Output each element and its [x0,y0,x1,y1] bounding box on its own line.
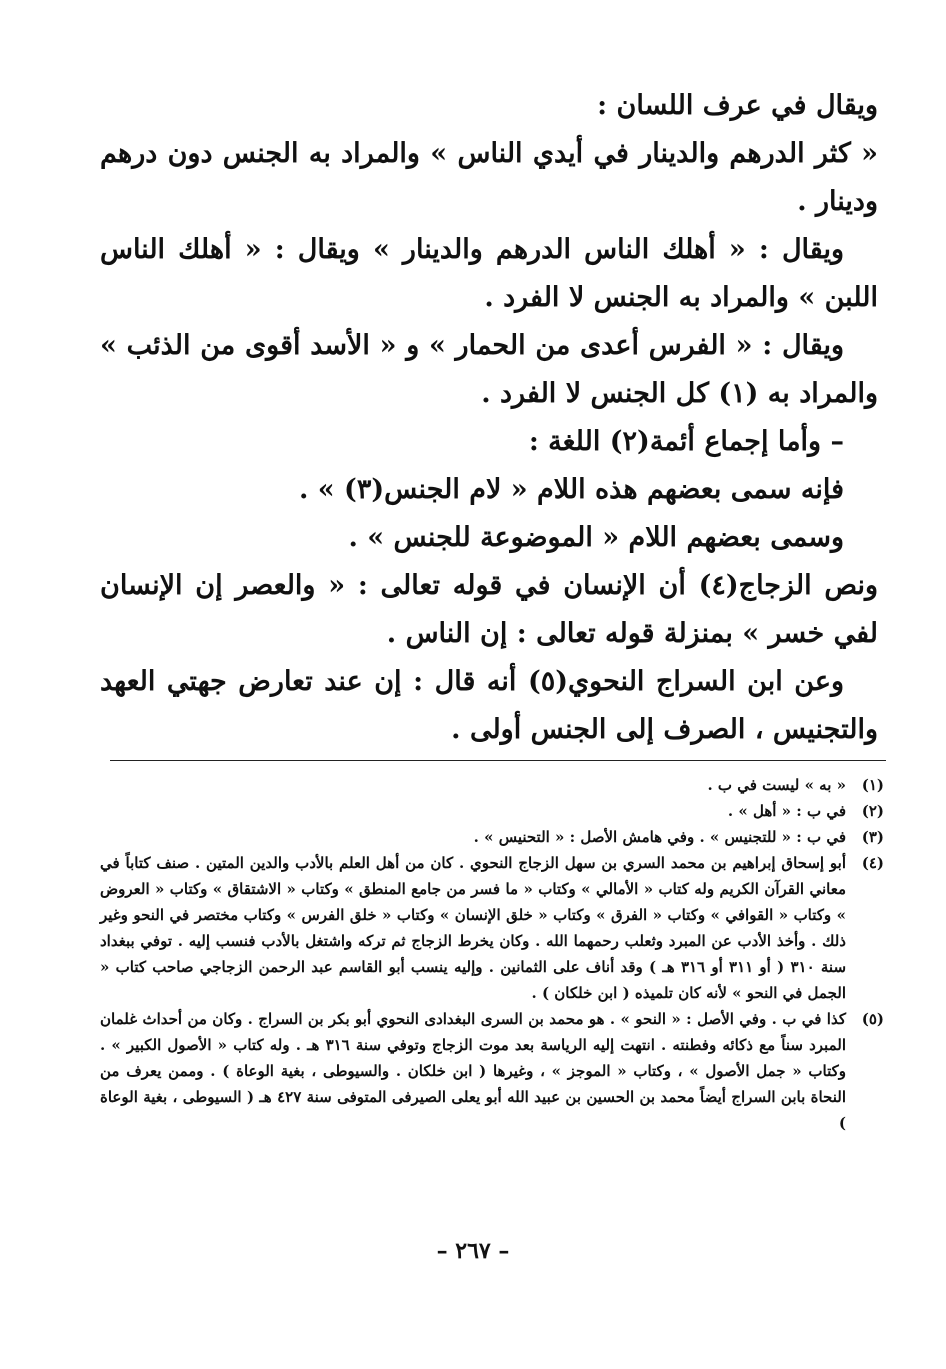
footnote-number: (٢) [861,802,884,820]
paragraph-8: ونص الزجاج(٤) أن الإنسان في قوله تعالى : « والعصر إن الإنسان لفي خسر » بمنزلة قوله تعالى : إن الناس . [100,570,878,649]
footnote-5 [100,1006,884,1136]
footnote-1 [100,772,884,798]
footnote-3 [100,824,884,850]
footnote-4 [100,850,884,1006]
paragraph-6: فإنه سمى بعضهم هذه اللام « لام الجنس(٣) » . [298,474,844,505]
footnote-number: (٥) [861,1010,884,1028]
page-number: – ٢٦٧ – [436,1238,510,1264]
footnote-text: كذا في ب . وفي الأصل : « النحو » . هو محمد بن السرى البغدادى النحوي أبو بكر بن السراج . وكان من أحداث غلمان المبرد سناً مع ذكائه وفطنته . انتهت إليه الرياسة بعد موت الزجاج وتوفي سنة ٣١٦ هـ . وله كتاب « الأصول الكبير » . وكتاب « جمل الأصول » ، وكتاب « الموجز » ، وغيرها ( ابن خلكان . والسيوطى ، بغية الوعاة ) . وممن يعرف من النحاة بابن السراج أيضاً محمد بن الحسين بن عبيد الله أبو يعلى الصيرفى المتوفى سنة ٤٢٧ هـ ( السيوطى ، بغية الوعاة ) [100,1010,846,1132]
footnote-2 [100,798,884,824]
paragraph-2: « كثر الدرهم والدينار في أيدي الناس » والمراد به الجنس دون درهم ودينار . [100,138,878,217]
paragraph-5: – وأما إجماع أئمة(٢) اللغة : [528,426,844,457]
paragraph-3: ويقال : « أهلك الناس الدرهم والدينار » ويقال : « أهلك الناس اللبن » والمراد به الجنس لا الفرد . [100,234,878,313]
paragraph-9: وعن ابن السراج النحوي(٥) أنه قال : إن عند تعارض جهتي العهد والتجنيس ، الصرف إلى الجنس أولى . [100,666,878,745]
paragraph-4: ويقال : « الفرس أعدى من الحمار » و « الأسد أقوى من الذئب » والمراد به (١) كل الجنس لا الفرد . [100,330,878,409]
paragraph-7: وسمى بعضهم اللام « الموضوعة للجنس » . [348,522,844,553]
footnote-text: في ب : « أهل » . [727,802,846,820]
footnote-text: في ب : « للتجنيس » . وفي هامش الأصل : « التحنيس » . [473,828,846,846]
footnote-number: (٤) [861,854,884,872]
main-text [100,82,878,754]
paragraph-1: ويقال في عرف اللسان : [597,90,878,121]
footnote-number: (١) [861,776,884,794]
footnote-text: أبو إسحاق إبراهيم بن محمد السري بن سهل الزجاج النحوي . كان من أهل العلم بالأدب والدين المتين . صنف كتاباً في معاني القرآن الكريم وله كتاب « الأمالي » وكتاب « ما فسر من جامع المنطق » وكتاب « الاشتقاق » وكتاب « العروض » وكتاب « القوافي » وكتاب « الفرق » وكتاب « خلق الإنسان » وكتاب « خلق الفرس » وكتاب مختصر في النحو وغير ذلك . وأخذ الأدب عن المبرد وثعلب رحمهما الله . وكان يخرط الزجاج ثم تركه واشتغل بالأدب فنسب إليه . توفي ببغداد سنة ٣١٠ ( أو ٣١١ أو ٣١٦ هـ ) وقد أناف على الثمانين . وإليه ينسب أبو القاسم عبد الرحمن الزجاجي صاحب كتاب « الجمل في النحو » لأنه كان تلميذه ( ابن خلكان ) . [100,854,847,1002]
footnote-number: (٣) [861,828,884,846]
footnotes [100,772,884,1136]
footnote-text: « به » ليست في ب . [707,776,846,794]
footnote-separator [110,760,886,761]
